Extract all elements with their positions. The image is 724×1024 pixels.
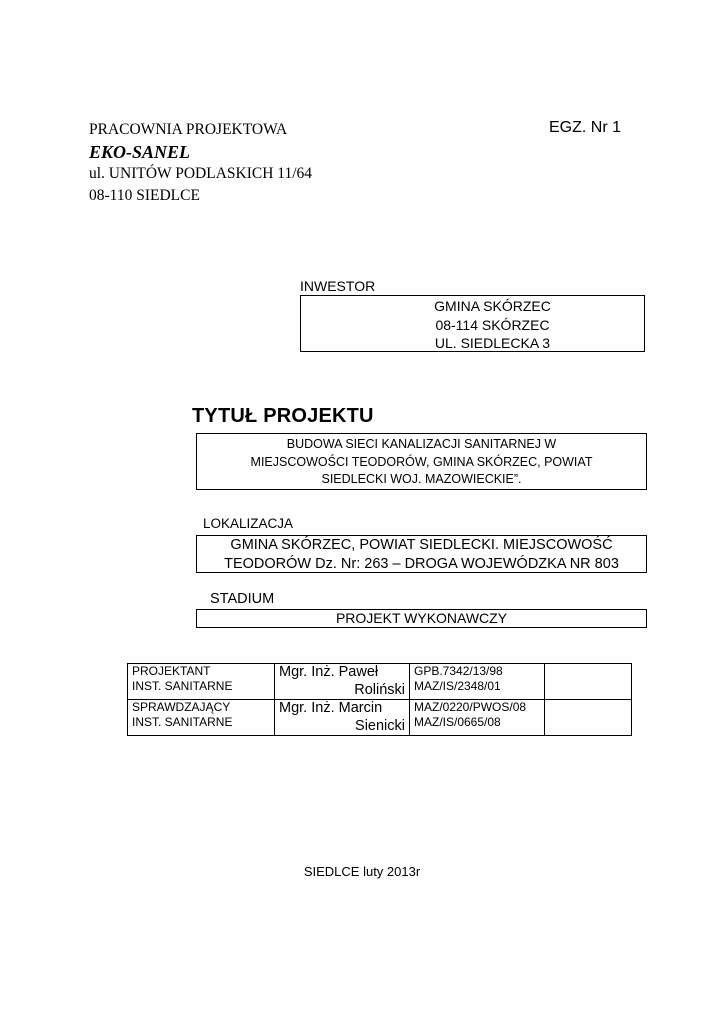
role-line: INST. SANITARNE	[132, 679, 233, 693]
investor-box	[300, 295, 645, 352]
firm-city: 08-110 SIEDLCE	[89, 187, 200, 204]
license-cell	[410, 700, 545, 736]
investor-line: 08-114 SKÓRZEC	[435, 316, 550, 333]
project-title-heading: TYTUŁ PROJEKTU	[192, 405, 374, 427]
location-label: LOKALIZACJA	[203, 516, 294, 531]
person-line: Mgr. Inż. Paweł	[279, 664, 379, 680]
stage-value: PROJEKT WYKONAWCZY	[335, 610, 508, 626]
signature-cell	[545, 664, 632, 700]
project-title-box	[196, 433, 647, 490]
license-line: MAZ/0220/PWOS/08	[414, 700, 527, 714]
location-line: GMINA SKÓRZEC, POWIAT SIEDLECKI. MIEJSCOWOŚĆ	[230, 537, 613, 553]
license-line: MAZ/IS/2348/01	[414, 679, 501, 693]
copy-number: EGZ. Nr 1	[549, 119, 622, 136]
role-cell	[128, 700, 275, 736]
investor-line: UL. SIEDLECKA 3	[434, 335, 551, 351]
investor-label: INWESTOR	[300, 278, 376, 294]
location-box	[196, 535, 647, 573]
footer-place-date: SIEDLCE luty 2013r	[303, 864, 421, 879]
person-cell	[275, 700, 410, 736]
stage-box	[196, 609, 647, 628]
project-title-line: BUDOWA SIECI KANALIZACJI SANITARNEJ W	[286, 437, 557, 451]
firm-line: PRACOWNIA PROJEKTOWA	[89, 121, 288, 138]
license-line: GPB.7342/13/98	[414, 664, 503, 678]
firm-header	[89, 119, 312, 207]
signature-cell	[545, 700, 632, 736]
firm-name: EKO-SANEL	[89, 142, 191, 162]
project-title-line: MIEJSCOWOŚCI TEODORÓW, GMINA SKÓRZEC, POWIAT	[250, 454, 593, 469]
table-row	[128, 700, 632, 736]
location-line: TEODORÓW Dz. Nr: 263 – DROGA WOJEWÓDZKA NR 803	[224, 555, 619, 572]
license-cell	[410, 664, 545, 700]
person-line: Roliński	[354, 681, 405, 698]
person-line: Mgr. Inż. Marcin	[279, 700, 383, 716]
role-cell	[128, 664, 275, 700]
role-line: PROJEKTANT	[132, 664, 211, 678]
role-line: SPRAWDZAJĄCY	[132, 700, 231, 714]
team-table	[127, 663, 632, 736]
role-line: INST. SANITARNE	[132, 715, 233, 729]
person-cell	[275, 664, 410, 700]
stage-label: STADIUM	[210, 591, 275, 607]
investor-line: GMINA SKÓRZEC	[434, 298, 551, 314]
project-title-line: SIEDLECKI WOJ. MAZOWIECKIE”.	[321, 472, 522, 486]
person-line: Sienicki	[355, 717, 405, 734]
license-line: MAZ/IS/0665/08	[414, 715, 501, 729]
firm-street: ul. UNITÓW PODLASKICH 11/64	[89, 165, 313, 182]
table-row	[128, 664, 632, 700]
